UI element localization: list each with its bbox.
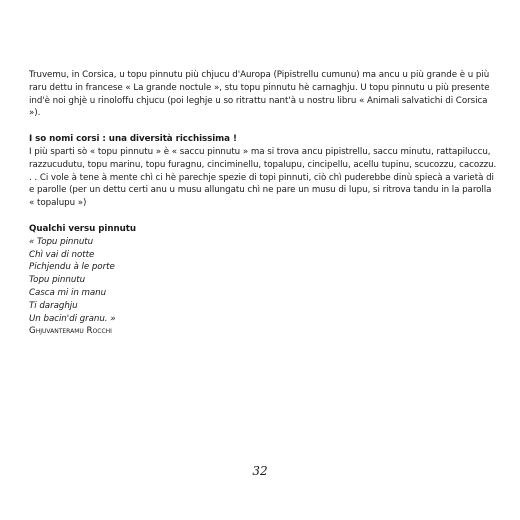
names-paragraph: I più sparti sò « topu pinnutu » è « saccu pinnutu » ma si trova ancu pipistrellu, saccu minutu, rattapiluccu, razzucudutu, topu marinu, topu furagnu, cinciminellu, topalupu, cincipellu, acellu tupinu, scucozzu, cacozzu. . . Ci vole à tene à mente chì ci hè parechje spezie di topi pinnuti, ciò chì puderebbe dinù spiecà a varietà di e parolle (per un dettu certi anu u musu allungatu chì ne pare un musu di lupu, si ritrova tandu in la parolla « topalupu ») bbox=[29, 146, 497, 209]
poem-line: Un bacin'di granu. » bbox=[29, 313, 116, 324]
page-content bbox=[29, 69, 497, 338]
section-heading-names: I so nomi corsi : una diversità ricchissima ! bbox=[29, 134, 237, 145]
poem bbox=[29, 236, 497, 326]
spacer bbox=[29, 120, 497, 133]
intro-paragraph: Truvemu, in Corsica, u topu pinnutu più chjucu d'Auropa (Pipistrellu cumunu) ma ancu u più grande è u più raru dettu in francese « La grande noctule », stu topu pinnutu hè carnaghju. U topu pinnutu u più presente ind'è noi ghjè u rinoloffu chjucu (poi leghje u so ritrattu nant'à u nostru libru « Animali salvatichi di Corsica »). bbox=[29, 70, 490, 119]
spacer bbox=[29, 210, 497, 223]
poem-line: Pichjendu à le porte bbox=[29, 262, 115, 273]
poem-line: Casca mi in manu bbox=[29, 287, 107, 298]
poem-line: Ti daraghju bbox=[29, 300, 78, 311]
poem-author: Ghjuvanteramu Rocchi bbox=[29, 326, 112, 337]
section-heading-poem: Qualchi versu pinnutu bbox=[29, 223, 137, 234]
page-number: 32 bbox=[252, 464, 268, 478]
poem-line: Topu pinnutu bbox=[29, 275, 86, 286]
poem-line: Chì vai di notte bbox=[29, 249, 95, 260]
poem-line: « Topu pinnutu bbox=[29, 236, 94, 247]
